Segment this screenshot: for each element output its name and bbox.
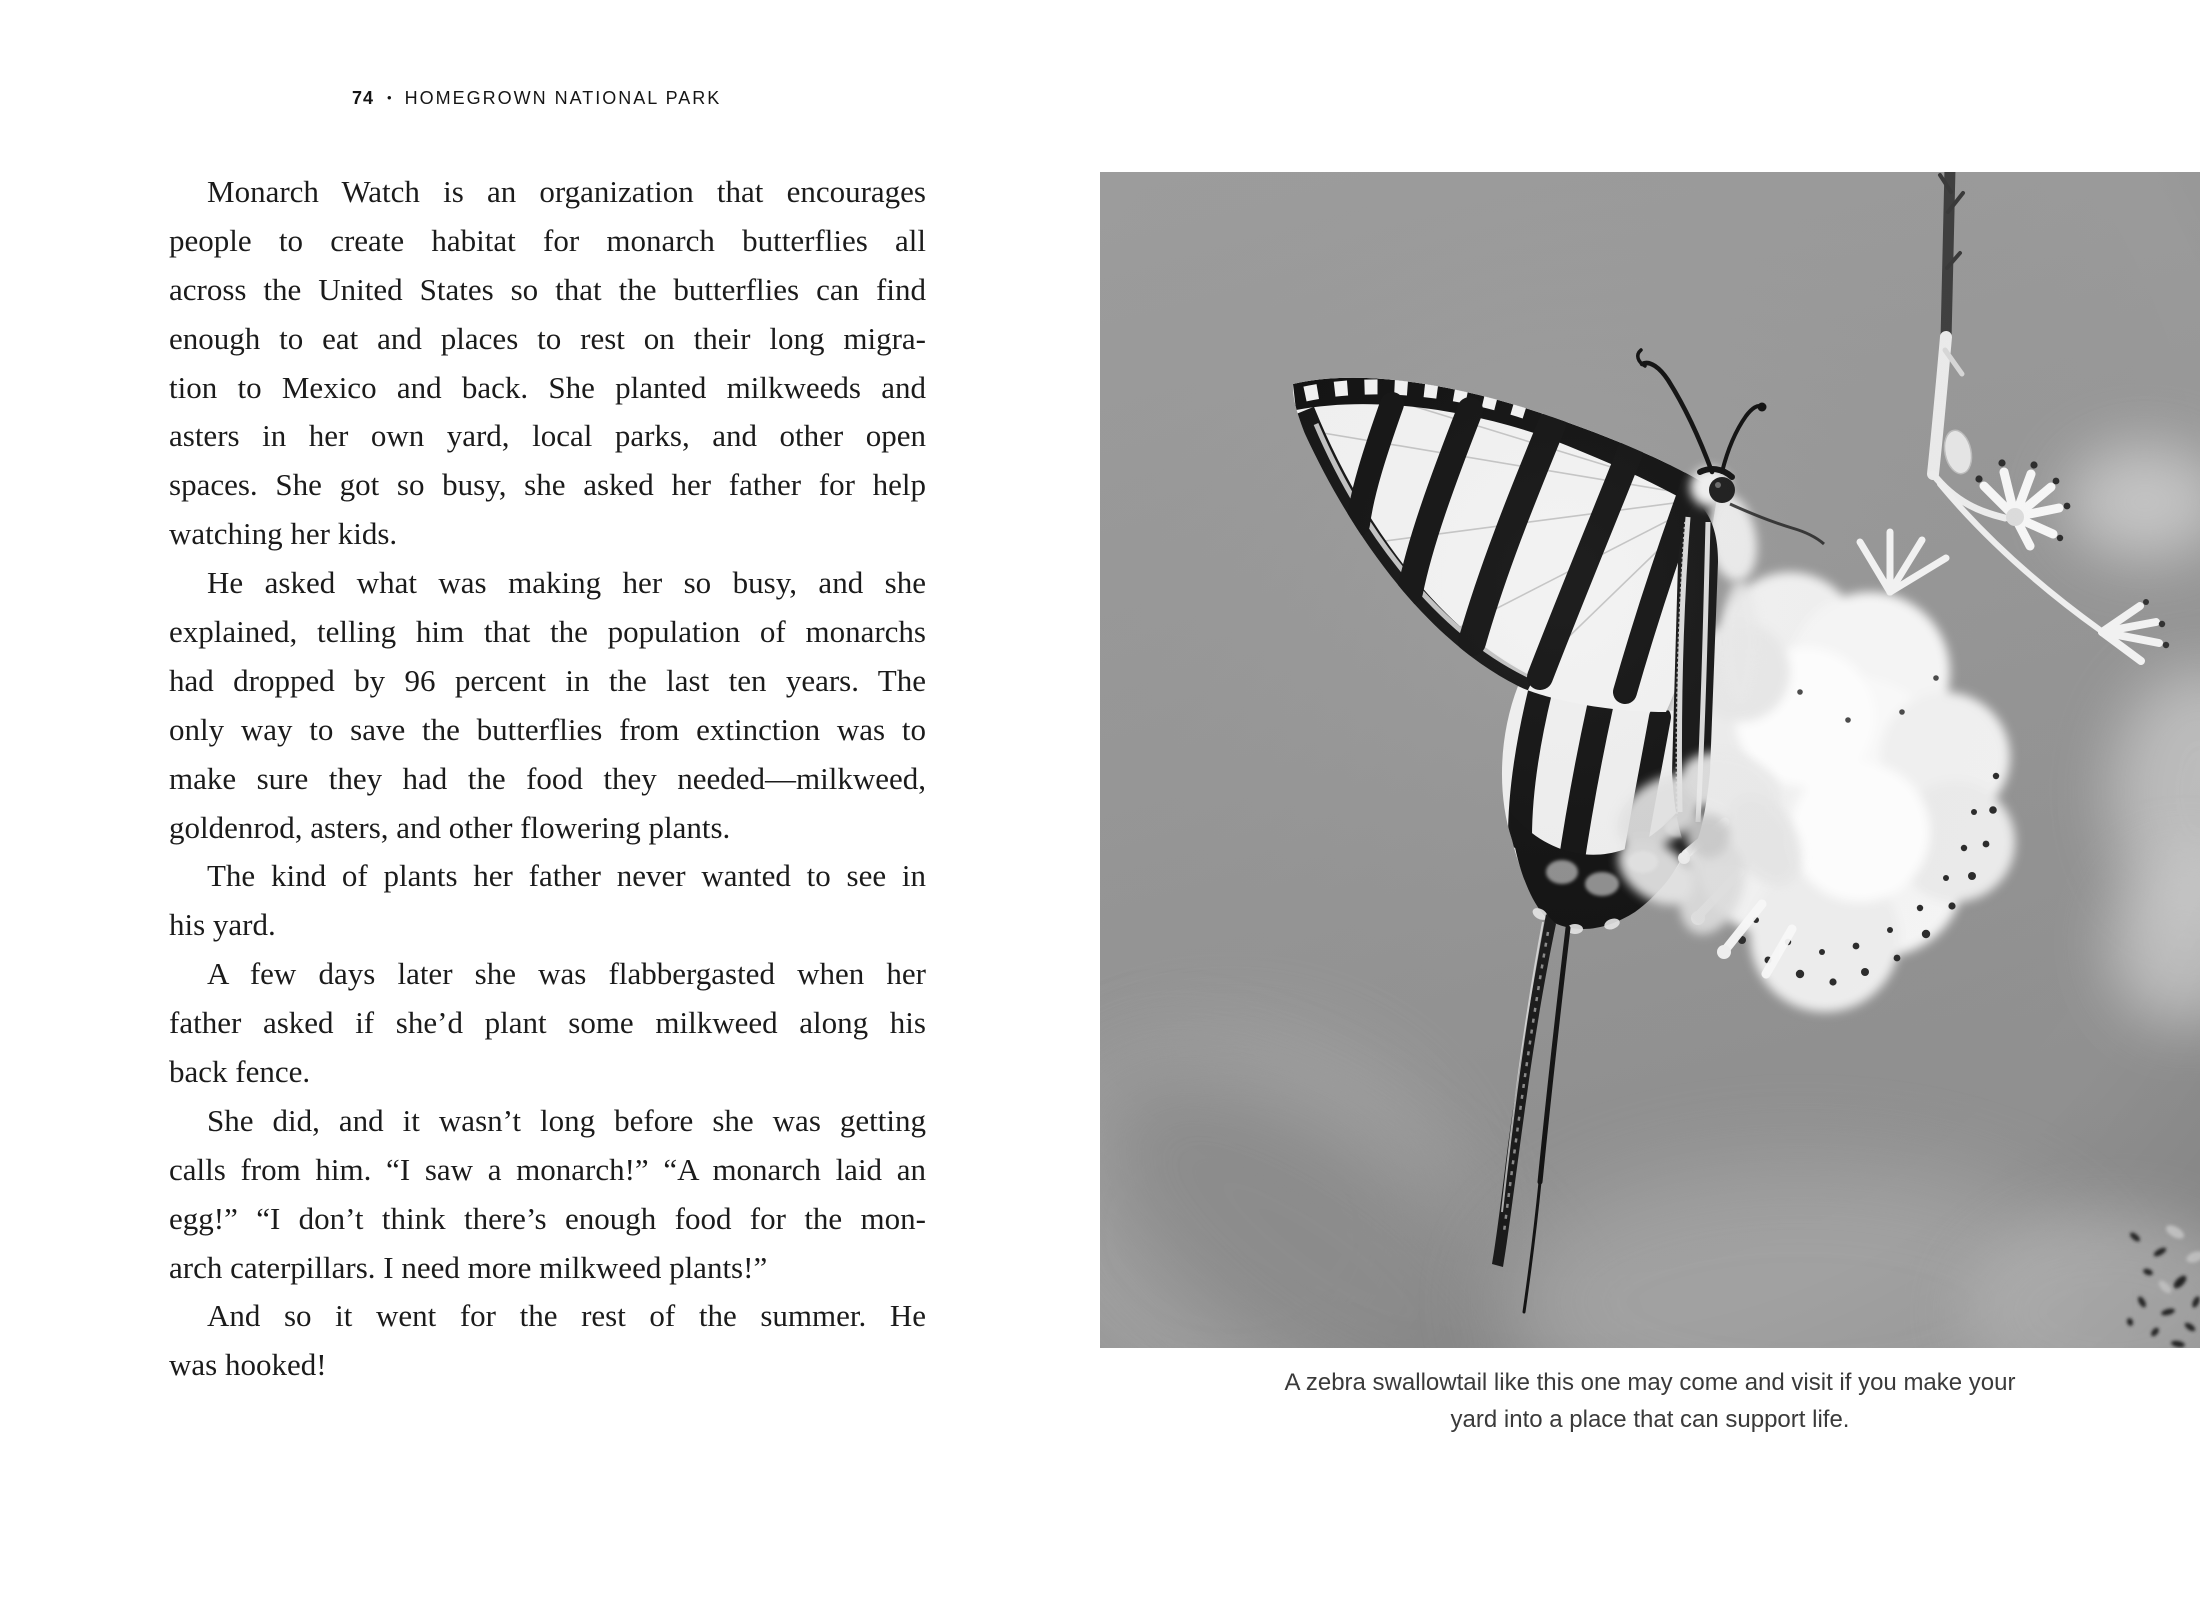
body-text-line: watching her kids. (169, 516, 398, 552)
body-text-line: arch caterpillars. I need more milkweed plants!” (169, 1249, 768, 1285)
body-text-line: enough to eat and places to rest on their long migra- (169, 320, 926, 356)
body-text-line: Monarch Watch is an organization that encourages (207, 174, 926, 209)
body-text-line: his yard. (169, 907, 276, 943)
body-text-line: She did, and it wasn’t long before she was getting (207, 1102, 926, 1138)
photo-caption-line: A zebra swallowtail like this one may come and visit if you make your (1284, 1369, 2016, 1396)
body-text-line: make sure they had the food they needed—milkweed, (169, 760, 926, 796)
body-text-line: He asked what was making her so busy, and she (207, 565, 926, 601)
butterfly-photo (1100, 172, 2200, 1348)
body-text-line: A few days later she was flabbergasted when her (207, 956, 926, 992)
body-text-line: was hooked! (169, 1347, 327, 1383)
body-text-line: asters in her own yard, local parks, and other open (169, 418, 926, 454)
body-text-line: people to create habitat for monarch butterflies all (169, 222, 926, 258)
body-text-line: And so it went for the rest of the summer. He (207, 1298, 926, 1334)
body-text-line: back fence. (169, 1054, 311, 1090)
body-text (169, 168, 926, 1390)
photo-caption (1100, 1364, 2200, 1438)
body-text-line: explained, telling him that the population of monarchs (169, 614, 926, 650)
body-text-line: father asked if she’d plant some milkweed along his (169, 1005, 926, 1041)
book-title: HOMEGROWN NATIONAL PARK (404, 88, 722, 108)
separator-dot-icon: • (387, 90, 392, 105)
body-text-line: spaces. She got so busy, she asked her father for help (169, 467, 926, 503)
page-number: 74 (352, 88, 375, 108)
body-text-line: The kind of plants her father never wanted to see in (207, 858, 926, 894)
photo-caption-line: yard into a place that can support life. (1450, 1406, 1850, 1433)
body-text-line: only way to save the butterflies from extinction was to (169, 711, 926, 747)
body-text-line: had dropped by 96 percent in the last ten years. The (169, 662, 926, 698)
photo-vignette (1100, 172, 2200, 1348)
body-text-line: egg!” “I don’t think there’s enough food for the mon- (169, 1200, 926, 1236)
body-text-line: calls from him. “I saw a monarch!” “A monarch laid an (169, 1151, 926, 1187)
running-head (352, 88, 721, 109)
body-text-line: across the United States so that the butterflies can find (169, 271, 926, 307)
body-text-line: tion to Mexico and back. She planted milkweeds and (169, 369, 926, 405)
body-text-line: goldenrod, asters, and other flowering plants. (169, 809, 731, 845)
